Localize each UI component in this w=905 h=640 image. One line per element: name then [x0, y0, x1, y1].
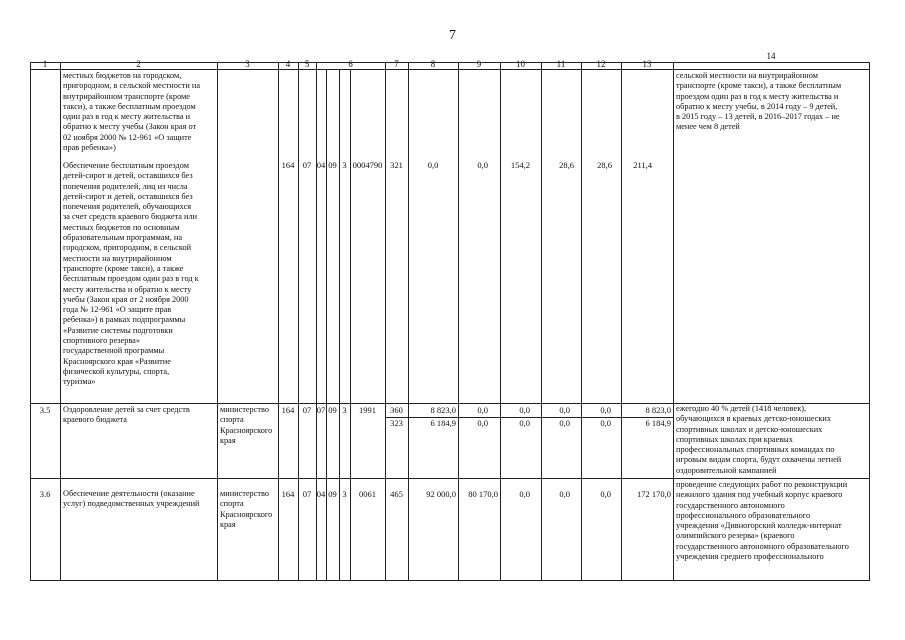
row-35-b12: 0,0 — [600, 418, 611, 428]
orphans-v11: 28,6 — [559, 160, 574, 170]
col-rule — [385, 62, 386, 581]
col-rule — [30, 62, 31, 581]
header-col-5: 5 — [304, 59, 310, 69]
row-36-v13: 172 170,0 — [637, 489, 671, 499]
row-35-a11: 0,0 — [559, 405, 570, 415]
row-36-org: министерство спорта Красноярского края — [220, 489, 273, 529]
header-col-13: 13 — [642, 59, 652, 69]
row-35-pr: 07 — [316, 405, 326, 415]
row-35-vr-b: 323 — [390, 418, 403, 428]
row-36-pr: 04 — [316, 489, 326, 499]
col-rule — [217, 62, 218, 581]
program-table — [30, 51, 870, 581]
continued-name-text: местных бюджетов на городском, пригородном, в сельской местности на внутрирайонном транспорте (кроме такси), а также бесплатным проездом один раз в год к месту жительства и обратно к месту учебы (Закон края от 02 ноября 2000 № 12-961 «О защите прав ребенка») — [63, 71, 201, 153]
row-35-cs2: 3 — [342, 405, 347, 415]
row-36-top-rule — [30, 478, 870, 479]
col-rule — [500, 62, 501, 581]
header-col-10: 10 — [516, 59, 525, 69]
orphans-cs2: 3 — [342, 160, 347, 170]
row-36-cs3: 0061 — [359, 489, 376, 499]
orphans-v9: 0,0 — [477, 160, 488, 170]
row-35-b11: 0,0 — [559, 418, 570, 428]
row-35-a9: 0,0 — [477, 405, 488, 415]
orphans-cs1: 09 — [328, 160, 337, 170]
row-36-v11: 0,0 — [559, 489, 570, 499]
row-36-cs1: 09 — [328, 489, 337, 499]
col-rule — [541, 62, 542, 581]
row-35-org: министерство спорта Красноярского края — [220, 405, 273, 445]
row-36-rz: 07 — [302, 489, 312, 499]
row-36-grbs: 164 — [281, 489, 295, 499]
row-35-name: Оздоровление детей за счет средств краевого бюджета — [63, 405, 190, 425]
row-36-cs2: 3 — [342, 489, 347, 499]
col-rule — [673, 62, 674, 581]
row-36-vr: 465 — [390, 489, 403, 499]
row-35-vr-a: 360 — [390, 405, 403, 415]
orphans-pr: 04 — [316, 160, 326, 170]
row-35-a8: 8 823,0 — [430, 405, 456, 415]
col-rule — [278, 62, 279, 581]
header-bottom-rule — [30, 69, 870, 70]
col-rule — [60, 62, 61, 581]
orphans-v10: 154,2 — [510, 160, 530, 170]
row-35-b9: 0,0 — [477, 418, 488, 428]
row-35-cs3: 1991 — [359, 405, 376, 415]
header-col-12: 12 — [596, 59, 606, 69]
row-36-result: проведение следующих работ по реконструкции нежилого здания под учебный корпус краевого государственного автономного профессионального образовательного учреждения «Дивногорский колледж-интернат олимпийского резерва» (краевого государственного автономного образовательного учреждения среднего профессионального — [676, 480, 849, 562]
col-rule — [581, 62, 582, 581]
row-35-a12: 0,0 — [600, 405, 611, 415]
row-36-name: Обеспечение деятельности (оказание услуг) подведомственных учреждений — [63, 489, 200, 509]
orphans-v13: 211,4 — [633, 160, 652, 170]
col-rule — [339, 69, 340, 581]
row-36-v12: 0,0 — [600, 489, 611, 499]
col-rule — [350, 69, 351, 581]
col-rule — [621, 62, 622, 581]
page-number: 7 — [449, 28, 456, 43]
orphans-rz: 07 — [302, 160, 312, 170]
continued-result-text: сельской местности на внутрирайонном транспорте (кроме такси), а также бесплатным проездом один раз в год к месту жительства и обратно к месту учебы, в 2014 году – 9 детей, в 2015 году – 13 детей, в 2016–2017 годах – не менее чем 8 детей — [676, 71, 842, 132]
col-rule — [316, 62, 317, 581]
header-col-14: 14 — [766, 51, 776, 61]
header-col-1: 1 — [42, 59, 48, 69]
orphans-vr: 321 — [390, 160, 403, 170]
header-col-6: 6 — [348, 59, 353, 69]
row-35-b13: 6 184,9 — [645, 418, 671, 428]
row-35-number: 3.5 — [39, 405, 51, 415]
row-35-a10: 0,0 — [519, 405, 530, 415]
header-col-11: 11 — [556, 59, 566, 69]
row-35-b8: 6 184,9 — [430, 418, 456, 428]
row-36-v9: 80 170,0 — [468, 489, 498, 499]
row-35-b10: 0,0 — [519, 418, 530, 428]
col-rule — [458, 62, 459, 581]
row-36-v10: 0,0 — [519, 489, 530, 499]
col-rule — [326, 69, 327, 581]
orphans-cs3: 0004790 — [352, 160, 383, 170]
orphans-row-name: Обеспечение бесплатным проездом детей-сирот и детей, оставшихся без попечения родителей, лиц из числа детей-сирот и детей, оставшихся без попечения родителей, обучающихся за счет средств краевого бюджета или местных бюджетов по основным образовательным программам, на городском, пригородном, в сельской местности на внутрирайонном транспорте (кроме такси), а также бесплатным проездом один раз в год к месту жительства и обратно к месту учебы (Закон края от 2 ноября 2000 года № 12-961 «О защите прав ребенка») в рамках подпрограммы «Развитие системы подготовки спортивного резерва» государственной программы Красноярского края «Развитие физической культуры, спорта, туризма» — [63, 161, 199, 387]
header-col-8: 8 — [430, 59, 436, 69]
row-35-a13: 8 823,0 — [645, 405, 671, 415]
header-col-7: 7 — [394, 59, 399, 69]
header-col-9: 9 — [476, 59, 482, 69]
orphans-v8: 0,0 — [427, 160, 439, 170]
row-36-bottom-rule — [30, 580, 870, 581]
row-35-cs1: 09 — [328, 405, 337, 415]
header-col-3: 3 — [245, 59, 250, 69]
orphans-v12: 28,6 — [597, 160, 612, 170]
row-35-rz: 07 — [302, 405, 312, 415]
header-col-2: 2 — [136, 59, 141, 69]
row-36-number: 3.6 — [39, 489, 51, 499]
row-36-v8: 92 000,0 — [426, 489, 456, 499]
row-35-result: ежегодно 40 % детей (1418 человек), обучающихся в краевых детско-юношеских спортивных школах и детско-юношеских спортивных школах при краевых профессиональных спортивных командах по игровым видам спорта, будут охвачены летней оздоровительной кампанией — [676, 404, 842, 475]
header-col-4: 4 — [285, 59, 291, 69]
col-rule — [298, 62, 299, 581]
orphans-grbs: 164 — [281, 160, 295, 170]
col-rule — [408, 62, 409, 581]
row-35-grbs: 164 — [281, 405, 295, 415]
